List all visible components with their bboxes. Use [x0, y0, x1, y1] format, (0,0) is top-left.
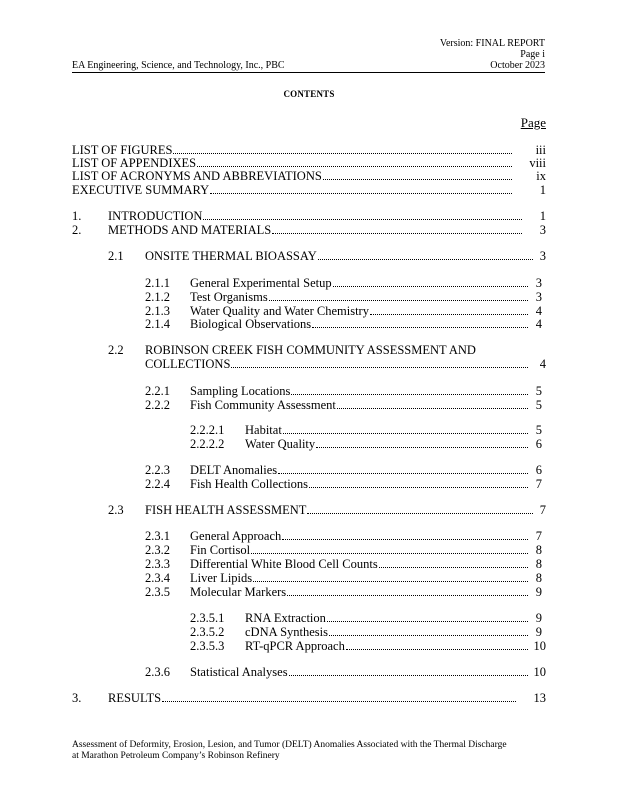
toc-entry-2-2-line1[interactable] — [108, 343, 546, 357]
dot-leader — [173, 153, 512, 154]
toc-entry-number: 2.3.6 — [145, 665, 170, 679]
toc-entry-title: Water Quality — [245, 437, 316, 451]
toc-entry-number: 2.2.1 — [145, 384, 170, 398]
dot-leader — [253, 581, 528, 582]
toc-entry-page: 7 — [535, 477, 542, 491]
toc-entry-title: RNA Extraction — [245, 611, 326, 625]
dot-leader — [309, 487, 528, 488]
dot-leader — [269, 300, 528, 301]
toc-entry-list-of-acronyms[interactable] — [72, 169, 546, 183]
page-number: Page i — [520, 49, 545, 60]
toc-entry-number: 1. — [72, 209, 82, 223]
toc-entry-page: 10 — [533, 639, 546, 653]
toc-entry-title: General Experimental Setup — [190, 276, 332, 290]
dot-leader — [291, 394, 528, 395]
toc-entry-list-of-appendixes[interactable] — [72, 156, 546, 170]
toc-entry-page: 1 — [539, 183, 546, 197]
toc-entry-title: Fin Cortisol — [190, 543, 251, 557]
toc-entry-page: 4 — [539, 357, 546, 371]
toc-entry-introduction[interactable] — [72, 209, 546, 223]
toc-entry-list-of-figures[interactable] — [72, 143, 546, 157]
toc-entry-2-3-2[interactable] — [145, 543, 546, 557]
dot-leader — [370, 314, 528, 315]
toc-entry-2-2-2-1[interactable] — [190, 423, 546, 437]
dot-leader — [278, 473, 528, 474]
toc-entry-2-2-2-2[interactable] — [190, 437, 546, 451]
dot-leader — [197, 166, 512, 167]
footer-line-1: Assessment of Deformity, Erosion, Lesion, and Tumor (DELT) Anomalies Associated with the Thermal Discharge — [72, 740, 507, 750]
toc-entry-number: 2.2.2.2 — [190, 437, 225, 451]
footer-line-2: at Marathon Petroleum Company’s Robinson Refinery — [72, 751, 280, 761]
dot-leader — [316, 447, 528, 448]
toc-entry-2-2-2[interactable] — [145, 398, 546, 412]
toc-entry-number: 2.3.2 — [145, 543, 170, 557]
toc-entry-page: 5 — [535, 398, 542, 412]
dot-leader — [346, 649, 528, 650]
toc-entry-page: 7 — [535, 529, 542, 543]
toc-entry-page: ix — [536, 169, 546, 183]
toc-entry-number: 2.3.4 — [145, 571, 170, 585]
dot-leader — [287, 595, 528, 596]
dot-leader — [337, 408, 528, 409]
toc-entry-2-3-5-1[interactable] — [190, 611, 546, 625]
toc-entry-title: Test Organisms — [190, 290, 268, 304]
toc-entry-page: 3 — [535, 276, 542, 290]
toc-entry-title: General Approach — [190, 529, 282, 543]
toc-entry-title: cDNA Synthesis — [245, 625, 328, 639]
dot-leader — [203, 219, 522, 220]
toc-entry-number: 2.2.2.1 — [190, 423, 225, 437]
toc-entry-page: 5 — [535, 423, 542, 437]
toc-entry-page: iii — [535, 143, 546, 157]
toc-entry-page: 3 — [539, 249, 546, 263]
toc-entry-number: 2.2 — [108, 343, 124, 357]
toc-entry-title: RESULTS — [108, 691, 162, 705]
toc-entry-number: 2.3 — [108, 503, 124, 517]
dot-leader — [282, 539, 528, 540]
dot-leader — [251, 553, 528, 554]
toc-entry-page: 9 — [535, 611, 542, 625]
toc-entry-page: 3 — [539, 223, 546, 237]
toc-entry-page: 4 — [535, 317, 542, 331]
toc-entry-title: Habitat — [245, 423, 282, 437]
toc-entry-title: Liver Lipids — [190, 571, 253, 585]
toc-entry-2-1-3[interactable] — [145, 304, 546, 318]
toc-entry-title: EXECUTIVE SUMMARY — [72, 183, 210, 197]
toc-entry-2-2-line2[interactable] — [108, 357, 546, 371]
toc-entry-number: 2.3.5.3 — [190, 639, 225, 653]
toc-entry-page: 10 — [533, 665, 546, 679]
toc-entry-number: 2.1.1 — [145, 276, 170, 290]
toc-entry-page: 9 — [535, 585, 542, 599]
toc-entry-page: 3 — [535, 290, 542, 304]
dot-leader — [327, 621, 528, 622]
header-rule — [72, 72, 545, 73]
dot-leader — [231, 367, 528, 368]
toc-entry-title: Molecular Markers — [190, 585, 287, 599]
document-footer — [72, 740, 507, 762]
toc-entry-2-1-1[interactable] — [145, 276, 546, 290]
toc-entry-2-2-1[interactable] — [145, 384, 546, 398]
toc-entry-2-3-5[interactable] — [145, 585, 546, 599]
dot-leader — [283, 433, 528, 434]
toc-entry-title: ROBINSON CREEK FISH COMMUNITY ASSESSMENT AND — [145, 343, 476, 357]
toc-entry-2-1-4[interactable] — [145, 317, 546, 331]
toc-entry-number: 2.1.3 — [145, 304, 170, 318]
toc-entry-executive-summary[interactable] — [72, 183, 546, 197]
toc-entry-number: 2.3.5.1 — [190, 611, 225, 625]
toc-entry-2-3-4[interactable] — [145, 571, 546, 585]
toc-entry-title: Water Quality and Water Chemistry — [190, 304, 369, 318]
toc-entry-2-3-6[interactable] — [145, 665, 546, 679]
toc-entry-results[interactable] — [72, 691, 546, 705]
dot-leader — [329, 635, 528, 636]
toc-entry-page: 4 — [535, 304, 542, 318]
toc-entry-number: 2.3.3 — [145, 557, 170, 571]
dot-leader — [318, 259, 533, 260]
toc-entry-methods[interactable] — [72, 223, 546, 237]
toc-entry-number: 2.1.2 — [145, 290, 170, 304]
toc-entry-number: 2.2.2 — [145, 398, 170, 412]
toc-entry-2-1[interactable] — [108, 249, 546, 263]
toc-entry-2-1-2[interactable] — [145, 290, 546, 304]
toc-entry-page: 1 — [539, 209, 546, 223]
toc-entry-number: 2. — [72, 223, 82, 237]
page-column-label: Page — [520, 115, 546, 130]
toc-entry-page: 9 — [535, 625, 542, 639]
toc-entry-page: 13 — [533, 691, 546, 705]
toc-entry-2-3[interactable] — [108, 503, 546, 517]
report-version: Version: FINAL REPORT — [439, 38, 545, 49]
company-name: EA Engineering, Science, and Technology, Inc., PBC — [72, 60, 285, 71]
toc-entry-page: 6 — [535, 437, 542, 451]
report-date: October 2023 — [490, 60, 545, 71]
toc-entry-number: 3. — [72, 691, 82, 705]
toc-entry-title: LIST OF FIGURES — [72, 143, 173, 157]
dot-leader — [307, 513, 533, 514]
toc-entry-2-3-5-2[interactable] — [190, 625, 546, 639]
toc-entry-title: Sampling Locations — [190, 384, 291, 398]
toc-entry-title: Biological Observations — [190, 317, 312, 331]
dot-leader — [289, 675, 528, 676]
toc-entry-page: 8 — [535, 557, 542, 571]
contents-title: CONTENTS — [283, 89, 335, 99]
toc-entry-2-3-1[interactable] — [145, 529, 546, 543]
toc-entry-2-2-4[interactable] — [145, 477, 546, 491]
dot-leader — [210, 193, 512, 194]
dot-leader — [379, 567, 528, 568]
toc-entry-page: 8 — [535, 571, 542, 585]
toc-entry-title: Fish Community Assessment — [190, 398, 336, 412]
toc-entry-2-2-3[interactable] — [145, 463, 546, 477]
toc-entry-2-3-3[interactable] — [145, 557, 546, 571]
toc-entry-number: 2.3.1 — [145, 529, 170, 543]
toc-entry-number: 2.1.4 — [145, 317, 170, 331]
toc-entry-number: 2.3.5 — [145, 585, 170, 599]
dot-leader — [333, 286, 528, 287]
toc-entry-title: Statistical Analyses — [190, 665, 288, 679]
toc-entry-page: 6 — [535, 463, 542, 477]
toc-entry-title: Fish Health Collections — [190, 477, 309, 491]
toc-entry-number: 2.3.5.2 — [190, 625, 225, 639]
toc-entry-page: 5 — [535, 384, 542, 398]
toc-entry-page: 7 — [539, 503, 546, 517]
dot-leader — [162, 701, 516, 702]
toc-entry-title: ONSITE THERMAL BIOASSAY — [145, 249, 317, 263]
toc-entry-title: Differential White Blood Cell Counts — [190, 557, 378, 571]
dot-leader — [272, 233, 522, 234]
toc-entry-page: 8 — [535, 543, 542, 557]
toc-entry-page: viii — [529, 156, 546, 170]
toc-entry-number: 2.2.4 — [145, 477, 170, 491]
toc-entry-title: LIST OF APPENDIXES — [72, 156, 197, 170]
toc-entry-title: METHODS AND MATERIALS — [108, 223, 272, 237]
toc-entry-title: RT-qPCR Approach — [245, 639, 345, 653]
toc-entry-title: COLLECTIONS — [145, 357, 231, 371]
dot-leader — [323, 179, 512, 180]
toc-entry-title: FISH HEALTH ASSESSMENT — [145, 503, 307, 517]
toc-entry-number: 2.1 — [108, 249, 124, 263]
toc-entry-title: INTRODUCTION — [108, 209, 203, 223]
dot-leader — [312, 327, 528, 328]
toc-entry-title: DELT Anomalies — [190, 463, 278, 477]
toc-entry-2-3-5-3[interactable] — [190, 639, 546, 653]
toc-entry-title: LIST OF ACRONYMS AND ABBREVIATIONS — [72, 169, 322, 183]
toc-entry-number: 2.2.3 — [145, 463, 170, 477]
